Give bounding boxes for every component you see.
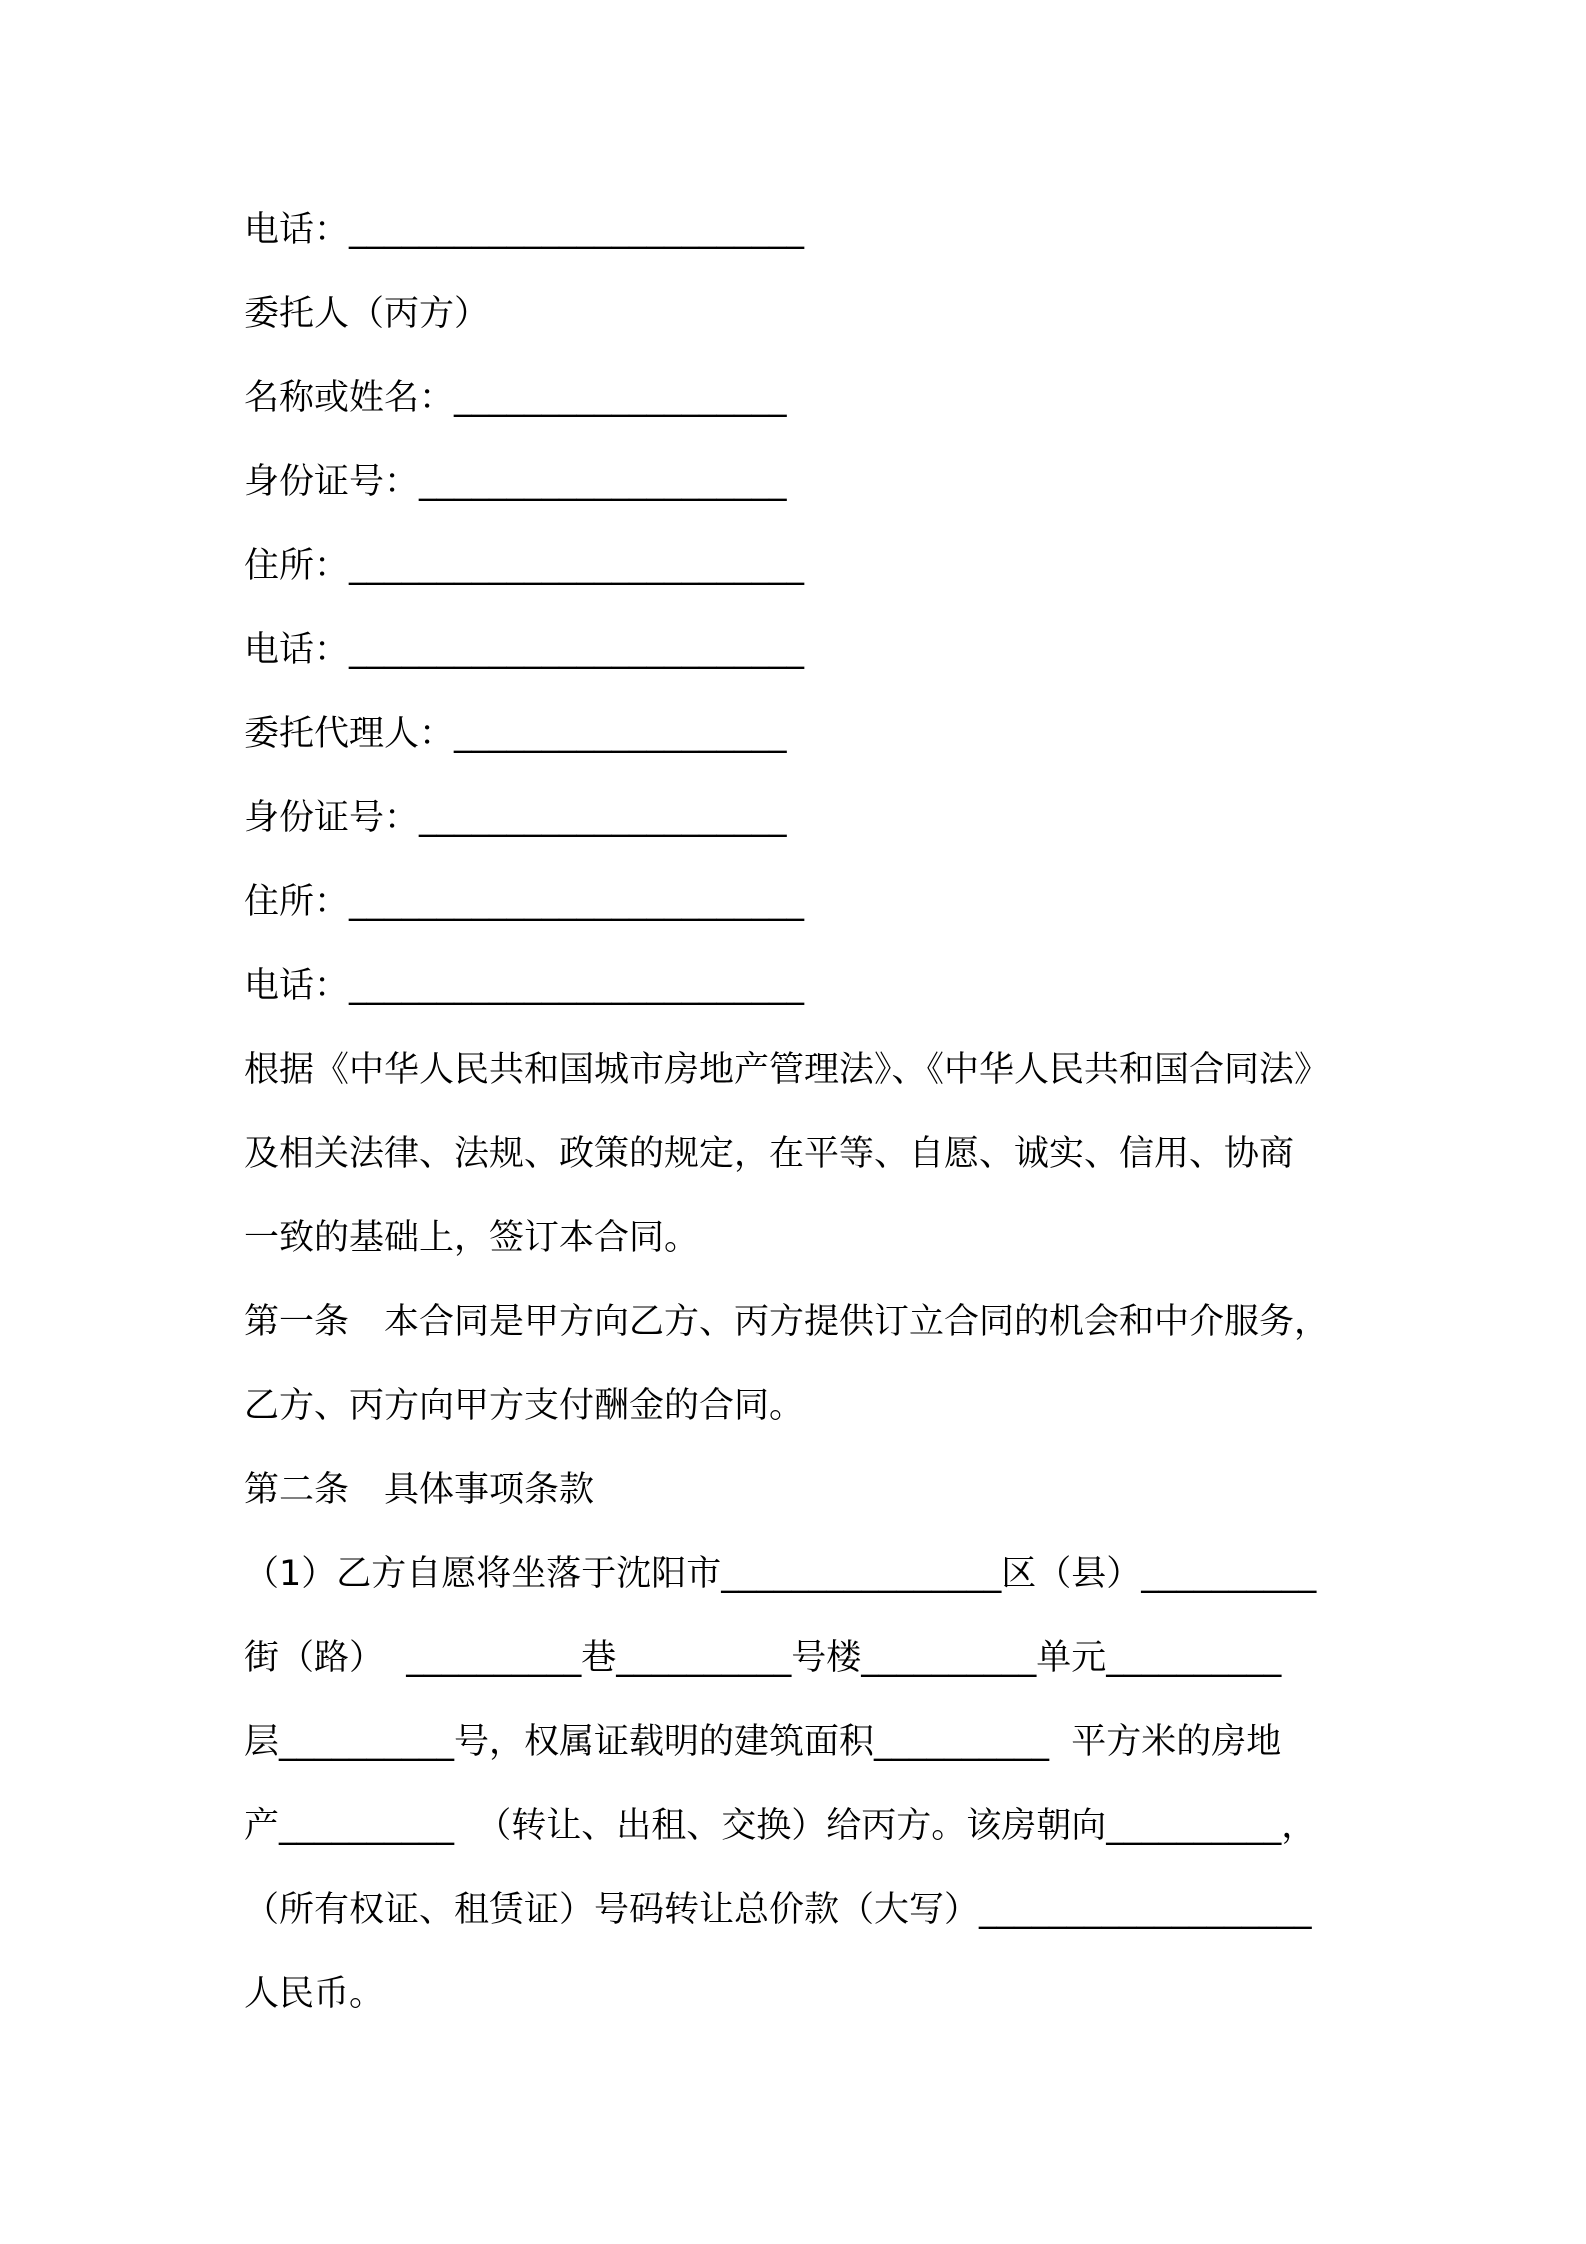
text-line: 名称或姓名：___________________ [244,378,787,418]
text-line: （所有权证、租赁证）号码转让总价款（大写）___________________ [244,1890,1312,1930]
text-line: 产__________ （转让、出租、交换）给丙方。该房朝向__________， [244,1806,1317,1846]
text-line: 及相关法律、法规、政策的规定，在平等、自愿、诚实、信用、协商 [244,1134,1295,1174]
text-line: 乙方、丙方向甲方支付酬金的合同。 [244,1386,805,1426]
text-line: （1）乙方自愿将坐落于沈阳市________________区（县）__________ [244,1554,1317,1594]
text-line: 住所：__________________________ [244,882,805,922]
text-line: 身份证号：_____________________ [244,462,787,502]
text-line: 第一条 本合同是甲方向乙方、丙方提供订立合同的机会和中介服务， [244,1302,1330,1342]
text-line: 委托代理人：___________________ [244,714,787,754]
text-line: 一致的基础上，签订本合同。 [244,1218,700,1258]
text-line: 住所：__________________________ [244,546,805,586]
text-line: 根据《中华人民共和国城市房地产管理法》、《中华人民共和国合同法》 [244,1050,1330,1090]
text-line: 电话：__________________________ [244,966,805,1006]
text-line: 身份证号：_____________________ [244,798,787,838]
text-line: 人民币。 [244,1974,385,2014]
text-line: 电话：__________________________ [244,630,805,670]
text-line: 街（路） __________巷__________号楼__________单元__________ [244,1638,1282,1678]
text-line: 层__________号，权属证载明的建筑面积__________ 平方米的房地 [244,1722,1282,1762]
text-line: 委托人（丙方） [244,294,490,334]
text-line: 电话：__________________________ [244,210,805,250]
text-line: 第二条 具体事项条款 [244,1470,595,1510]
